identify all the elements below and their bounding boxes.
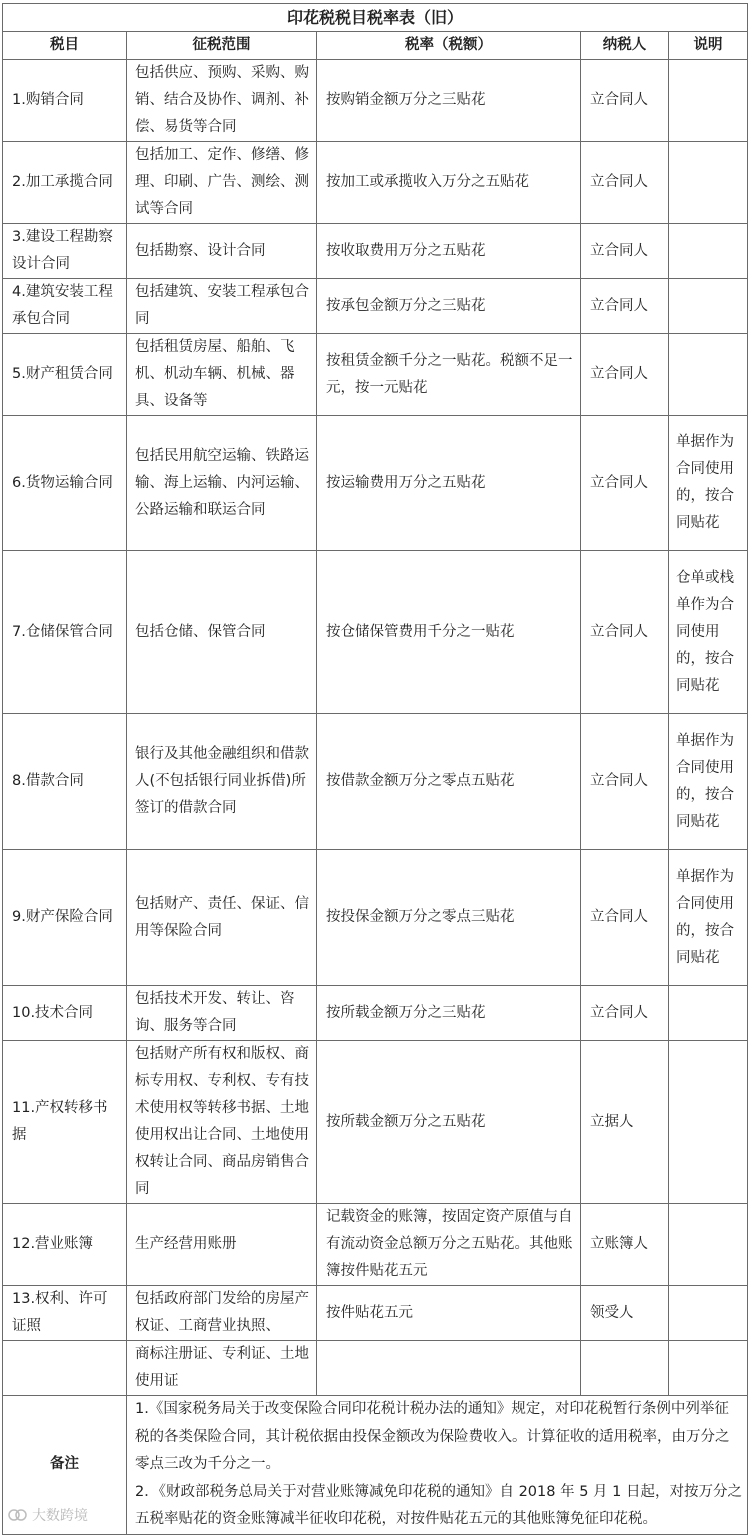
cell-item: 3.建设工程勘察设计合同 xyxy=(3,224,127,279)
cell-scope: 包括勘察、设计合同 xyxy=(127,224,317,279)
table-row xyxy=(3,850,748,986)
cell-payer: 立合同人 xyxy=(581,850,669,986)
cell-rate: 按仓储保管费用千分之一贴花 xyxy=(317,551,581,714)
cell-note: 单据作为合同使用的，按合同贴花 xyxy=(669,714,748,850)
cell-payer xyxy=(581,1341,669,1396)
cell-scope: 包括民用航空运输、铁路运输、海上运输、内河运输、公路运输和联运合同 xyxy=(127,416,317,551)
table-row xyxy=(3,1341,748,1396)
cell-scope: 包括租赁房屋、船舶、飞机、机动车辆、机械、器具、设备等 xyxy=(127,334,317,416)
cell-payer: 立合同人 xyxy=(581,279,669,334)
cell-scope: 包括财产、责任、保证、信用等保险合同 xyxy=(127,850,317,986)
header-payer: 纳税人 xyxy=(581,32,669,60)
cell-payer: 立合同人 xyxy=(581,416,669,551)
cell-scope: 包括供应、预购、采购、购销、结合及协作、调剂、补偿、易货等合同 xyxy=(127,60,317,142)
header-scope: 征税范围 xyxy=(127,32,317,60)
table-row xyxy=(3,334,748,416)
table-row xyxy=(3,714,748,850)
table-row xyxy=(3,60,748,142)
header-note: 说明 xyxy=(669,32,748,60)
cell-note xyxy=(669,142,748,224)
cell-scope: 包括财产所有权和版权、商标专用权、专利权、专有技术使用权等转移书据、土地使用权出让合同、土地使用权转让合同、商品房销售合同 xyxy=(127,1041,317,1204)
watermark-text: 大数跨境 xyxy=(32,1508,88,1524)
cell-note xyxy=(669,1341,748,1396)
cell-item: 12.营业账簿 xyxy=(3,1204,127,1286)
cell-rate: 按运输费用万分之五贴花 xyxy=(317,416,581,551)
cell-rate: 按所载金额万分之三贴花 xyxy=(317,986,581,1041)
cell-note: 单据作为合同使用的，按合同贴花 xyxy=(669,416,748,551)
cell-rate: 按租赁金额千分之一贴花。税额不足一元，按一元贴花 xyxy=(317,334,581,416)
cell-scope: 商标注册证、专利证、土地使用证 xyxy=(127,1341,317,1396)
cell-note xyxy=(669,279,748,334)
cell-rate: 按投保金额万分之零点三贴花 xyxy=(317,850,581,986)
cell-scope: 包括建筑、安装工程承包合同 xyxy=(127,279,317,334)
cell-item: 7.仓储保管合同 xyxy=(3,551,127,714)
table-row xyxy=(3,416,748,551)
cell-rate: 记载资金的账簿，按固定资产原值与自有流动资金总额万分之五贴花。其他账簿按件贴花五元 xyxy=(317,1204,581,1286)
stamp-tax-table xyxy=(2,3,748,1535)
cell-payer: 立合同人 xyxy=(581,224,669,279)
table-row xyxy=(3,1286,748,1341)
cell-note xyxy=(669,986,748,1041)
cell-payer: 立据人 xyxy=(581,1041,669,1204)
remarks-row xyxy=(3,1396,748,1535)
cell-payer: 立合同人 xyxy=(581,60,669,142)
cell-note xyxy=(669,1286,748,1341)
cell-scope: 生产经营用账册 xyxy=(127,1204,317,1286)
table-row xyxy=(3,279,748,334)
cell-payer: 领受人 xyxy=(581,1286,669,1341)
cell-payer: 立合同人 xyxy=(581,986,669,1041)
cell-item: 4.建筑安装工程承包合同 xyxy=(3,279,127,334)
cell-scope: 包括技术开发、转让、咨询、服务等合同 xyxy=(127,986,317,1041)
cell-note: 仓单或栈单作为合同使用的，按合同贴花 xyxy=(669,551,748,714)
cell-item: 13.权利、许可证照 xyxy=(3,1286,127,1341)
cell-rate: 按收取费用万分之五贴花 xyxy=(317,224,581,279)
table-row xyxy=(3,1041,748,1204)
cell-scope: 包括政府部门发给的房屋产权证、工商营业执照、 xyxy=(127,1286,317,1341)
table-row xyxy=(3,224,748,279)
cell-rate: 按件贴花五元 xyxy=(317,1286,581,1341)
cell-rate: 按借款金额万分之零点五贴花 xyxy=(317,714,581,850)
table-row xyxy=(3,1204,748,1286)
cell-scope: 包括加工、定作、修缮、修理、印刷、广告、测绘、测试等合同 xyxy=(127,142,317,224)
header-row xyxy=(3,32,748,60)
cell-item: 6.货物运输合同 xyxy=(3,416,127,551)
cell-scope: 包括仓储、保管合同 xyxy=(127,551,317,714)
header-item: 税目 xyxy=(3,32,127,60)
remark-item: 1.《国家税务局关于改变保险合同印花税计税办法的通知》规定，对印花税暂行条例中列举征税的各类保险合同，其计税依据由投保金额改为保险费收入。计算征收的适用税率，由万分之零点三改为千分之一。 xyxy=(135,1401,730,1472)
cell-rate xyxy=(317,1341,581,1396)
cell-note xyxy=(669,334,748,416)
cell-note xyxy=(669,1204,748,1286)
table-row xyxy=(3,142,748,224)
cell-rate: 按所载金额万分之五贴花 xyxy=(317,1041,581,1204)
cell-item: 1.购销合同 xyxy=(3,60,127,142)
cell-payer: 立账簿人 xyxy=(581,1204,669,1286)
cell-payer: 立合同人 xyxy=(581,142,669,224)
cell-note xyxy=(669,224,748,279)
table-title: 印花税税目税率表（旧） xyxy=(3,4,748,32)
cell-item: 8.借款合同 xyxy=(3,714,127,850)
cell-note: 单据作为合同使用的，按合同贴花 xyxy=(669,850,748,986)
cell-item: 5.财产租赁合同 xyxy=(3,334,127,416)
cell-rate: 按承包金额万分之三贴花 xyxy=(317,279,581,334)
cell-item: 9.财产保险合同 xyxy=(3,850,127,986)
cell-item: 2.加工承揽合同 xyxy=(3,142,127,224)
remarks-label: 备注 xyxy=(3,1396,127,1535)
cell-payer: 立合同人 xyxy=(581,334,669,416)
watermark-logo-icon xyxy=(8,1506,28,1524)
remark-item: 2．《财政部税务总局关于对营业账簿减免印花税的通知》自 2018 年 5 月 1 日起，对按万分之五税率贴花的资金账簿减半征收印花税，对按件贴花五元的其他账簿免征印花税。 xyxy=(135,1483,742,1527)
cell-item: 10.技术合同 xyxy=(3,986,127,1041)
cell-note xyxy=(669,60,748,142)
cell-scope: 银行及其他金融组织和借款人(不包括银行同业拆借)所签订的借款合同 xyxy=(127,714,317,850)
cell-note xyxy=(669,1041,748,1204)
watermark xyxy=(8,1505,88,1525)
cell-rate: 按加工或承揽收入万分之五贴花 xyxy=(317,142,581,224)
header-rate: 税率（税额） xyxy=(317,32,581,60)
table-row xyxy=(3,986,748,1041)
cell-payer: 立合同人 xyxy=(581,714,669,850)
remarks-content xyxy=(127,1396,748,1535)
cell-item: 11.产权转移书据 xyxy=(3,1041,127,1204)
cell-item xyxy=(3,1341,127,1396)
table-row xyxy=(3,551,748,714)
cell-rate: 按购销金额万分之三贴花 xyxy=(317,60,581,142)
cell-payer: 立合同人 xyxy=(581,551,669,714)
